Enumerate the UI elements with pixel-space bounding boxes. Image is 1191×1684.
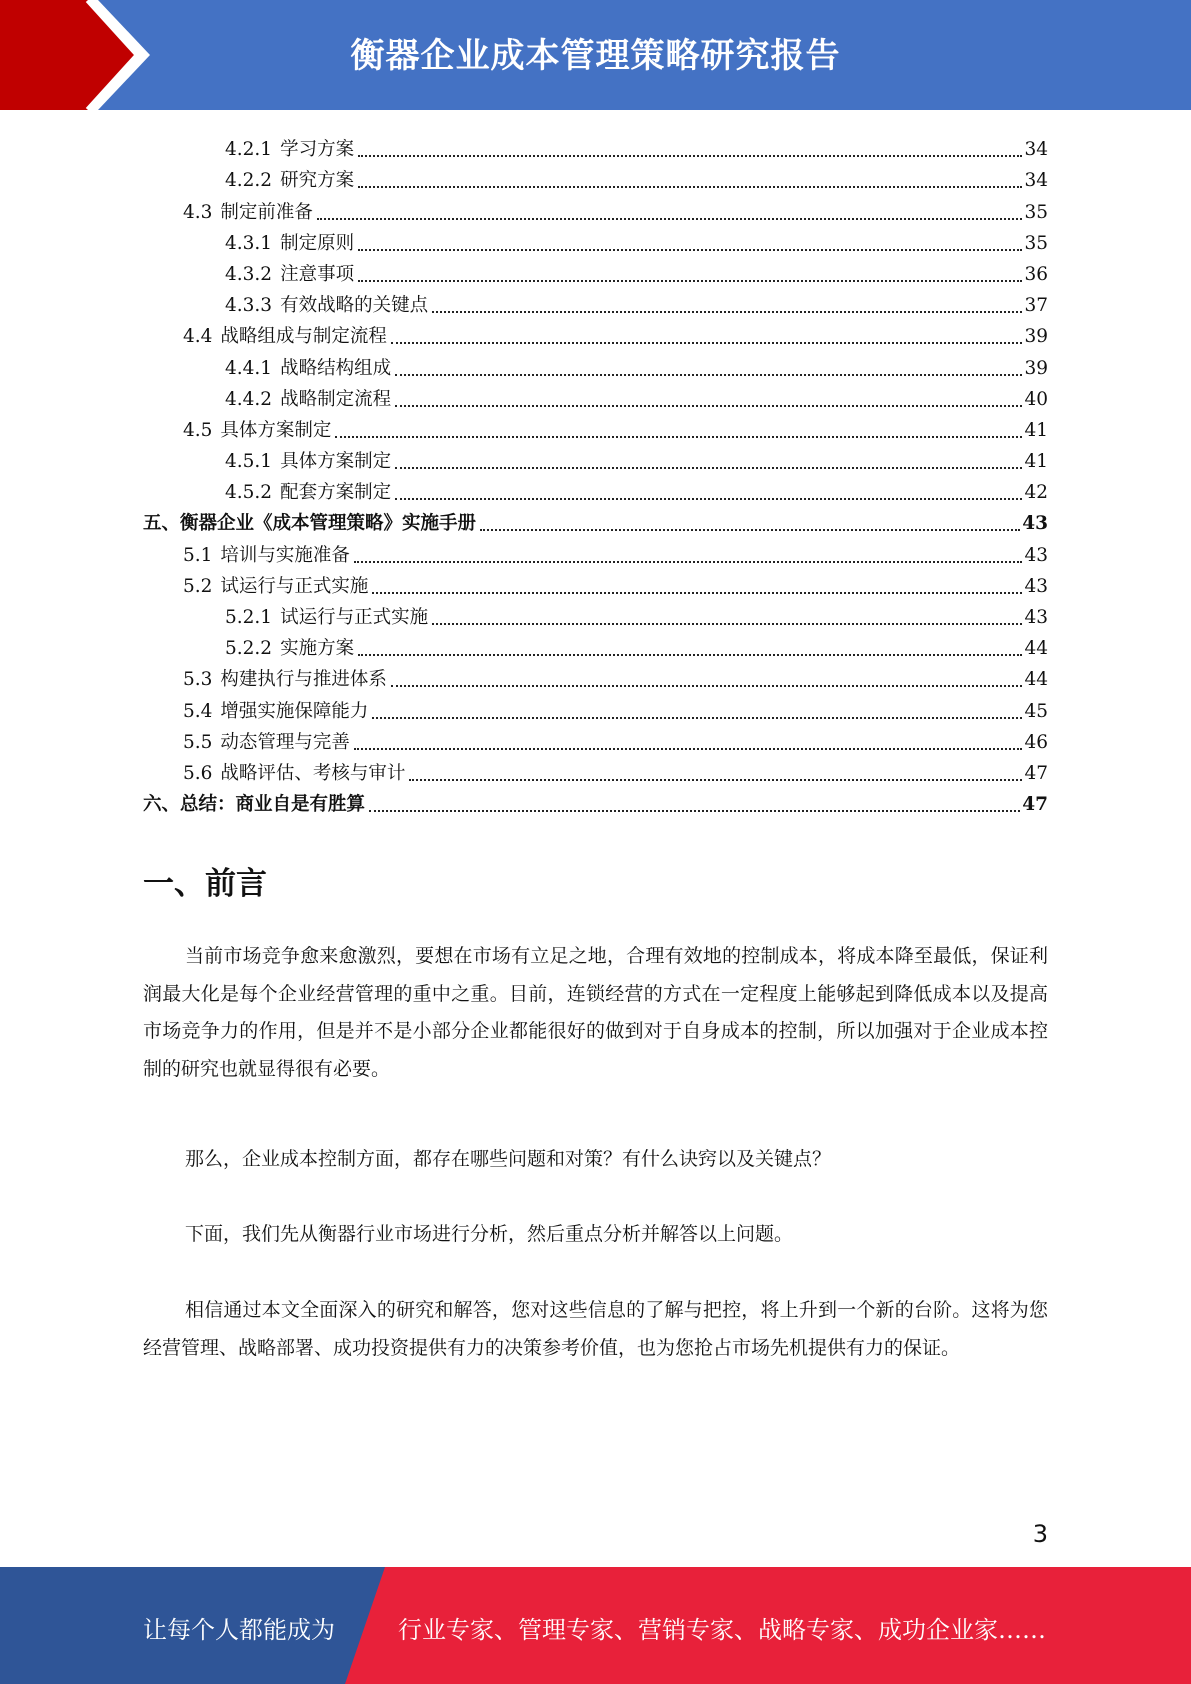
toc-entry-number: 5.4 [183, 700, 213, 722]
toc-entry[interactable] [143, 349, 1048, 380]
toc-leader-dots [480, 529, 1020, 531]
toc-entry-page: 34 [1024, 170, 1048, 192]
toc-entry-label: 试运行与正式实施 [280, 607, 429, 628]
toc-leader-dots [395, 498, 1022, 500]
toc-entry-number: 5.2.2 [225, 638, 273, 660]
toc-entry-label: 培训与实施准备 [220, 544, 350, 566]
toc-entry[interactable] [143, 193, 1048, 224]
toc-leader-dots [358, 654, 1022, 656]
section-heading: 一、前言 [143, 866, 267, 902]
toc-entry-label: 总结：商业自是有胜算 [180, 794, 366, 816]
toc-entry[interactable] [143, 536, 1048, 567]
toc-entry[interactable] [143, 724, 1048, 755]
toc-entry[interactable] [143, 474, 1048, 505]
toc-entry-label: 动态管理与完善 [220, 731, 350, 753]
toc-entry-number: 4.2.1 [225, 139, 273, 161]
toc-leader-dots [372, 717, 1022, 719]
toc-entry[interactable] [143, 568, 1048, 599]
toc-entry-label: 有效战略的关键点 [280, 295, 429, 317]
footer-slogan: 让每个人都能成为 [143, 1616, 335, 1644]
toc-entry[interactable] [143, 225, 1048, 256]
toc-entry-label: 配套方案制定 [280, 482, 392, 504]
toc-leader-dots [358, 280, 1022, 282]
toc-leader-dots [317, 218, 1023, 220]
toc-entry[interactable] [143, 162, 1048, 193]
page-footer [0, 1567, 1191, 1684]
toc-entry-page: 41 [1024, 419, 1048, 441]
toc-leader-dots [395, 405, 1022, 407]
toc-entry-number: 5.5 [183, 731, 213, 753]
footer-roles: 行业专家、管理专家、营销专家、战略专家、成功企业家…… [398, 1616, 1046, 1644]
toc-entry-number: 4.3.3 [225, 295, 273, 317]
toc-entry-label: 战略组成与制定流程 [220, 326, 387, 348]
toc-entry-number: 4.3 [183, 201, 213, 223]
toc-leader-dots [432, 623, 1022, 625]
toc-entry-label: 衡器企业《成本管理策略》实施手册 [180, 513, 477, 535]
toc-entry-number: 5.2.1 [225, 607, 273, 628]
toc-entry[interactable] [143, 755, 1048, 786]
toc-entry-label: 制定原则 [280, 232, 355, 254]
toc-entry-number: 5.3 [183, 669, 213, 691]
toc-entry-label: 实施方案 [280, 638, 355, 660]
toc-entry-label: 制定前准备 [220, 201, 313, 223]
toc-entry-page: 45 [1024, 700, 1048, 722]
toc-entry-page: 36 [1024, 263, 1048, 285]
toc-entry-label: 研究方案 [280, 170, 355, 192]
toc-entry-label: 具体方案制定 [220, 419, 332, 441]
toc-entry-page: 42 [1024, 482, 1048, 504]
paragraph-conclusion: 相信通过本文全面深入的研究和解答，您对这些信息的了解与把控，将上升到一个新的台阶。这将为您经营管理、战略部署、成功投资提供有力的决策参考价值，也为您抢占市场先机提供有力的保证。 [143, 1299, 1048, 1359]
toc-entry-label: 学习方案 [280, 139, 355, 161]
toc-entry-label: 构建执行与推进体系 [220, 669, 387, 691]
toc-entry-number: 五、 [143, 513, 181, 535]
toc-entry-label: 注意事项 [280, 263, 355, 285]
toc-entry-number: 4.4.1 [225, 357, 273, 379]
toc-entry-label: 试运行与正式实施 [220, 575, 369, 597]
toc-entry[interactable] [143, 318, 1048, 349]
toc-entry[interactable] [143, 786, 1048, 817]
toc-leader-dots [391, 342, 1023, 344]
toc-entry-number: 4.2.2 [225, 170, 273, 192]
toc-entry-page: 37 [1024, 295, 1048, 317]
toc-entry-number: 六、 [143, 794, 181, 816]
toc-leader-dots [354, 748, 1023, 750]
toc-leader-dots [335, 436, 1022, 438]
toc-entry-number: 4.4.2 [225, 388, 273, 410]
toc-entry-page: 40 [1024, 388, 1048, 410]
toc-leader-dots [354, 561, 1023, 563]
page-number: 3 [1032, 1520, 1048, 1548]
toc-entry-page: 35 [1024, 232, 1048, 254]
toc-leader-dots [395, 374, 1022, 376]
toc-entry[interactable] [143, 381, 1048, 412]
document-title: 衡器企业成本管理策略研究报告 [350, 36, 841, 76]
toc-entry-page: 43 [1022, 513, 1048, 535]
toc-entry-number: 4.5 [183, 419, 213, 441]
toc-entry-page: 35 [1024, 201, 1048, 223]
paragraph-intro: 当前市场竞争愈来愈激烈，要想在市场有立足之地，合理有效地的控制成本，将成本降至最低，保证利润最大化是每个企业经营管理的重中之重。目前，连锁经营的方式在一定程度上能够起到降低成本以及提高市场竞争力的作用，但是并不是小部分企业都能很好的做到对于自身成本的控制，所以加强对于企业成本控制的研究也就显得很有必要。 [143, 945, 1048, 1080]
toc-leader-dots [409, 779, 1022, 781]
toc-entry[interactable] [143, 256, 1048, 287]
toc-entry-page: 41 [1024, 451, 1048, 473]
toc-entry[interactable] [143, 443, 1048, 474]
toc-entry-page: 34 [1024, 139, 1048, 161]
toc-entry-label: 战略制定流程 [280, 388, 392, 410]
toc-entry-page: 43 [1024, 575, 1048, 597]
toc-entry-page: 39 [1024, 326, 1048, 348]
toc-entry-page: 44 [1024, 669, 1048, 691]
toc-entry-page: 43 [1024, 544, 1048, 566]
toc-entry-number: 4.3.1 [225, 232, 273, 254]
toc-entry[interactable] [143, 131, 1048, 162]
toc-entry-page: 46 [1024, 731, 1048, 753]
toc-entry-number: 5.6 [183, 762, 213, 784]
toc-entry[interactable] [143, 599, 1048, 630]
toc-entry[interactable] [143, 412, 1048, 443]
table-of-contents [143, 131, 1048, 817]
toc-entry-page: 39 [1024, 357, 1048, 379]
toc-entry-number: 4.5.1 [225, 451, 273, 473]
paragraph-approach: 下面，我们先从衡器行业市场进行分析，然后重点分析并解答以上问题。 [185, 1223, 794, 1245]
toc-entry-label: 具体方案制定 [280, 451, 392, 473]
toc-leader-dots [358, 155, 1022, 157]
toc-entry-page: 44 [1024, 638, 1048, 660]
toc-entry-label: 战略评估、考核与审计 [220, 762, 406, 784]
toc-entry-number: 4.3.2 [225, 263, 273, 285]
toc-leader-dots [391, 685, 1023, 687]
toc-leader-dots [369, 810, 1020, 812]
toc-entry-label: 增强实施保障能力 [220, 700, 369, 722]
toc-leader-dots [358, 249, 1022, 251]
toc-entry[interactable] [143, 692, 1048, 723]
toc-entry[interactable] [143, 505, 1048, 536]
toc-entry-number: 5.2 [183, 575, 213, 597]
toc-entry-page: 47 [1022, 794, 1048, 816]
toc-leader-dots [358, 186, 1022, 188]
toc-entry-label: 战略结构组成 [280, 357, 392, 379]
toc-entry[interactable] [143, 630, 1048, 661]
toc-leader-dots [395, 467, 1022, 469]
page-header [0, 0, 1191, 110]
toc-entry[interactable] [143, 287, 1048, 318]
toc-entry[interactable] [143, 661, 1048, 692]
toc-entry-number: 5.1 [183, 544, 213, 566]
paragraph-question: 那么，企业成本控制方面，都存在哪些问题和对策？有什么诀窍以及关键点？ [185, 1148, 832, 1170]
toc-entry-number: 4.4 [183, 326, 213, 348]
toc-entry-page: 43 [1024, 607, 1048, 628]
toc-leader-dots [372, 592, 1022, 594]
toc-entry-page: 47 [1024, 762, 1048, 784]
toc-leader-dots [432, 311, 1022, 313]
toc-entry-number: 4.5.2 [225, 482, 273, 504]
